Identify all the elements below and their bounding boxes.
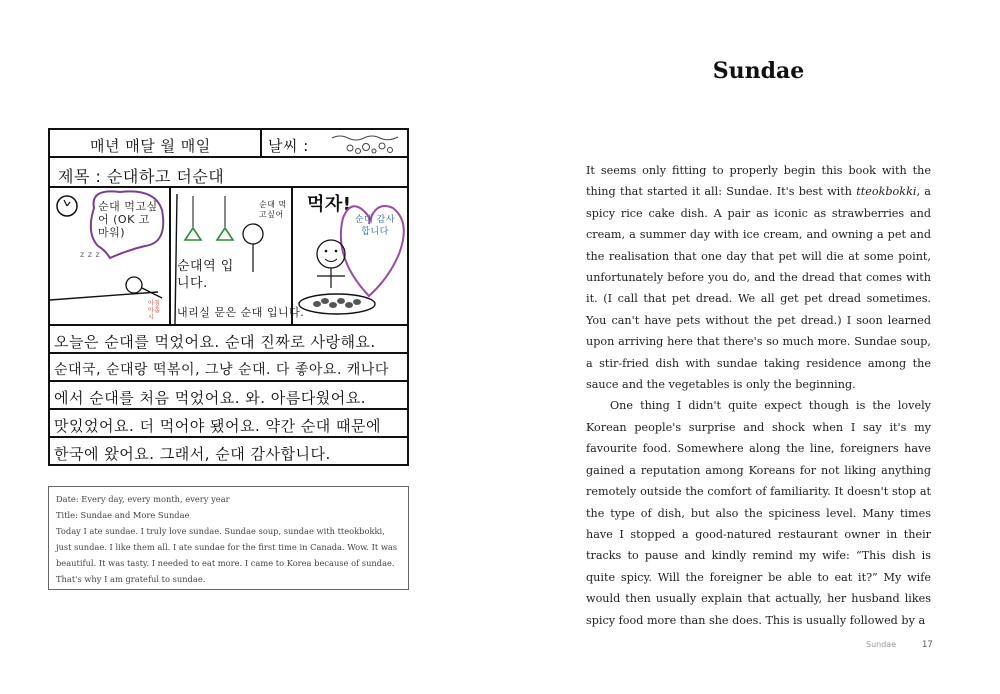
paragraph-1-text-b: , a spicy rice cake dish. A pair as iconic as strawberries and cream, a summer day with ice cream, and owning a pet and the realisation that one day that pet will die at some point, unfortunately before you do, and the dread that comes with it. (I call that pet dread. We all get pet dread sometimes. You can't have pets without the pet dread.) I soon learned upon arriving here that there's so much more. Sundae soup, a stir-fried dish with sundae taking residence among the sauce and the vegetables is only the beginning. <box>586 185 931 392</box>
diary-text-line-4: 맛있었어요. 더 먹어야 됐어요. 약간 순대 때문에 <box>54 417 381 435</box>
panel3-shout: 먹자! <box>307 194 352 215</box>
diary-text-line <box>50 410 407 438</box>
paragraph-1-emphasis: tteokbokki <box>856 185 917 199</box>
diary-text-line <box>50 354 407 382</box>
panel2-exit-announcement: 내리실 문은 순대 입니다. <box>177 306 305 319</box>
diary-weather-label: 날씨 : <box>268 137 309 155</box>
diary-title: 제목 : 순대하고 더순대 <box>58 167 225 186</box>
diary-text-line-1: 오늘은 순대를 먹었어요. 순대 진짜로 사랑해요. <box>54 333 376 351</box>
running-title: Sundae <box>866 640 897 649</box>
diary-text-line-5: 한국에 왔어요. 그래서, 순대 감사합니다. <box>54 445 331 463</box>
diary-title-row <box>50 158 407 188</box>
comic-panel-2 <box>171 188 305 324</box>
caption-title: Title: Sundae and More Sundae <box>56 510 190 520</box>
panel1-alarm-label: 아침 아홉 시 <box>148 300 161 321</box>
diary-text-line <box>50 438 407 466</box>
caption-date: Date: Every day, every month, every year <box>56 494 230 504</box>
header-divider <box>260 130 262 156</box>
comic-panel-1 <box>50 188 169 324</box>
eating-person-heart-drawing <box>293 188 409 324</box>
paragraph-1-text-a: It seems only fitting to properly begin this book with the thing that started it all: Sundae. It's best with <box>586 164 931 199</box>
page-number: 17 <box>922 640 933 650</box>
diary-text-line <box>50 326 407 354</box>
article-body <box>586 160 931 631</box>
diary-text-line-3: 에서 순대를 처음 먹었어요. 와. 아름다웠어요. <box>54 389 366 407</box>
weather-doodle-icon <box>328 132 406 156</box>
diary-text-line-2: 순대국, 순대랑 떡볶이, 그냥 순대. 다 좋아요. 캐나다 <box>54 362 389 378</box>
article-paragraph-2: One thing I didn't quite expect though is the lovely Korean people's surprise and shock when I say it's my favourite food. Somewhere along the line, foreigners have gained a reputation among Koreans for not liking anything remotely outside the comfort of familiarity. It doesn't stop at the type of dish, but also the spiciness level. Many times have I stopped a good-natured restaurant owner in their tracks to pause and kindly remind my wife: “This dish is quite spicy. Will the foreigner be able to eat it?” My wife would then usually explain that actually, her husband likes spicy food more than she does. This is usually followed by a <box>586 399 931 627</box>
diary-comic-row <box>50 188 407 326</box>
panel1-sleep-z: z z z <box>80 250 101 259</box>
panel1-speech-bubble: 순대 먹고싶어 (OK 고마워) <box>98 200 158 239</box>
diary-page-illustration <box>48 128 409 466</box>
article-paragraph-1 <box>586 160 931 395</box>
chapter-title: Sundae <box>712 58 805 84</box>
diary-header-row <box>50 130 407 158</box>
diary-text-line <box>50 382 407 410</box>
panel2-thought: 순대 먹고싶어 <box>259 200 287 219</box>
panel2-station-announcement: 순대역 입니다. <box>177 259 234 291</box>
diary-date-line: 매년 매달 월 매일 <box>90 137 211 155</box>
panel3-heart-text: 순대 감사합니다 <box>354 215 396 237</box>
comic-panel-3 <box>293 188 409 324</box>
translation-caption-box <box>48 486 409 590</box>
caption-text: Today I ate sundae. I truly love sundae. Sundae soup, sundae with tteokbokki, just sundae. I like them all. I ate sundae for the first time in Canada. Wow. It was beautiful. It was tasty. I needed to eat more. I came to Korea because of sundae. That's why I am grateful to sundae. <box>56 526 398 584</box>
